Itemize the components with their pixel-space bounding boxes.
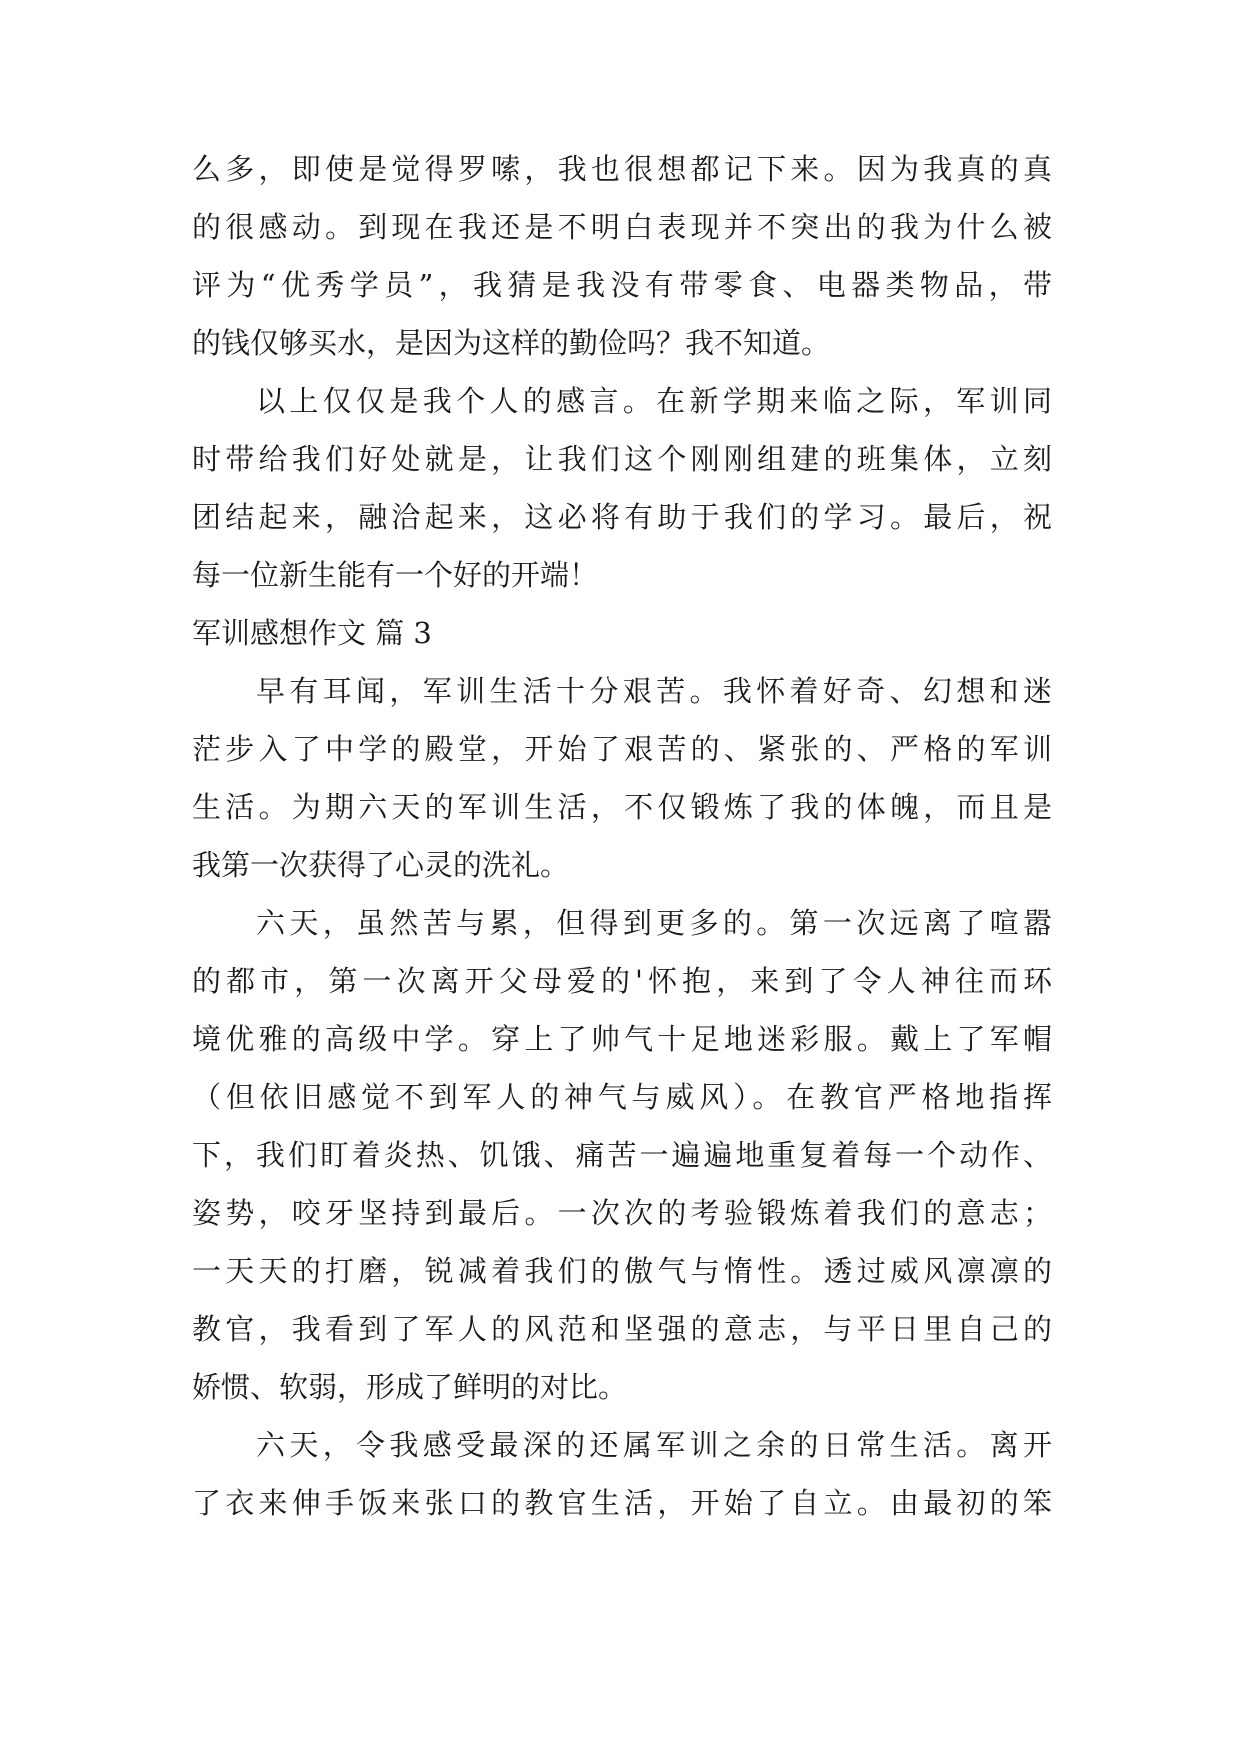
paragraph <box>192 372 1052 604</box>
text-line: 六天，虽然苦与累，但得到更多的。第一次远离了喧嚣 <box>256 906 1052 940</box>
text-line: 早有耳闻，军训生活十分艰苦。我怀着好奇、幻想和迷 <box>256 674 1052 708</box>
text-line: 境优雅的高级中学。穿上了帅气十足地迷彩服。戴上了军帽 <box>192 1022 1052 1056</box>
text-line: 教官，我看到了军人的风范和坚强的意志，与平日里自己的 <box>192 1312 1052 1346</box>
paragraph <box>192 1416 1052 1532</box>
text-line: 娇惯、软弱，形成了鲜明的对比。 <box>192 1370 628 1404</box>
paragraph <box>192 140 1052 372</box>
text-line: 以上仅仅是我个人的感言。在新学期来临之际，军训同 <box>256 384 1052 418</box>
text-line: 下，我们盯着炎热、饥饿、痛苦一遍遍地重复着每一个动作、 <box>192 1138 1052 1172</box>
text-line: 六天，令我感受最深的还属军训之余的日常生活。离开 <box>256 1428 1052 1462</box>
text-line: 姿势，咬牙坚持到最后。一次次的考验锻炼着我们的意志； <box>192 1196 1052 1230</box>
text-line: 时带给我们好处就是，让我们这个刚刚组建的班集体，立刻 <box>192 442 1052 476</box>
text-line: 评为“优秀学员”，我猜是我没有带零食、电器类物品，带 <box>192 268 1052 302</box>
text-line: 一天天的打磨，锐减着我们的傲气与惰性。透过威风凛凛的 <box>192 1254 1052 1288</box>
text-line: 的很感动。到现在我还是不明白表现并不突出的我为什么被 <box>192 210 1052 244</box>
paragraph <box>192 662 1052 894</box>
paragraph <box>192 894 1052 1416</box>
text-line: （但依旧感觉不到军人的神气与威风）。在教官严格地指挥 <box>192 1080 1052 1114</box>
text-line: 每一位新生能有一个好的开端！ <box>192 558 599 592</box>
text-line: 了衣来伸手饭来张口的教官生活，开始了自立。由最初的笨 <box>192 1486 1052 1520</box>
text-line: 的都市，第一次离开父母爱的'怀抱，来到了令人神往而环 <box>192 964 1052 998</box>
section-heading: 军训感想作文 篇 3 <box>192 616 432 650</box>
text-line: 团结起来，融洽起来，这必将有助于我们的学习。最后，祝 <box>192 500 1052 534</box>
document-page <box>192 140 1052 1532</box>
text-line: 我第一次获得了心灵的洗礼。 <box>192 848 570 882</box>
text-line: 生活。为期六天的军训生活，不仅锻炼了我的体魄，而且是 <box>192 790 1052 824</box>
text-line: 么多，即使是觉得罗嗦，我也很想都记下来。因为我真的真 <box>192 152 1052 186</box>
text-line: 茫步入了中学的殿堂，开始了艰苦的、紧张的、严格的军训 <box>192 732 1052 766</box>
text-line: 的钱仅够买水，是因为这样的勤俭吗？我不知道。 <box>192 326 831 360</box>
